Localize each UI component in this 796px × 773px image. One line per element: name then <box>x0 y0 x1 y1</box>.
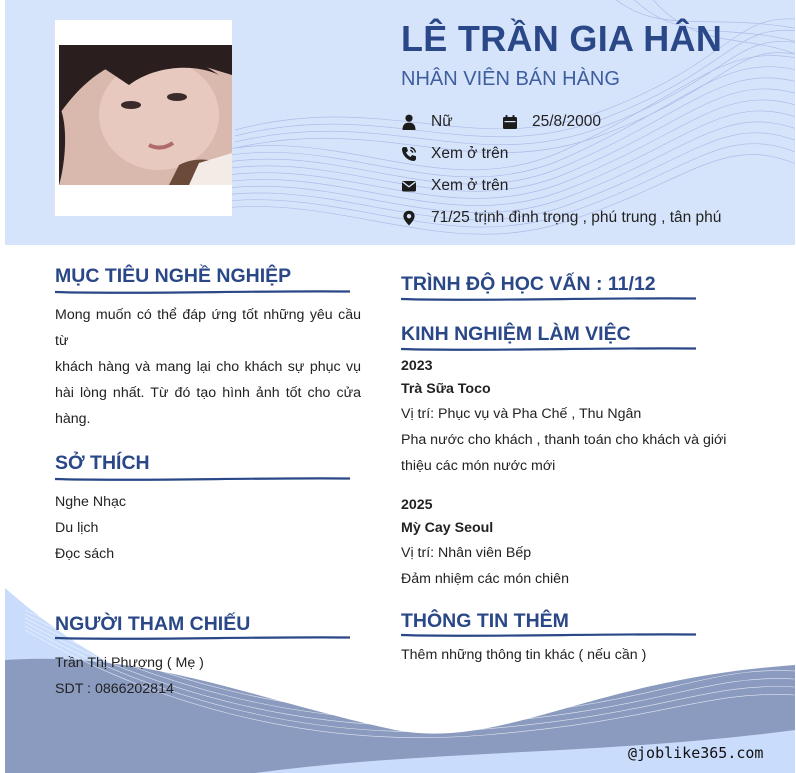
phone-row <box>401 145 508 163</box>
location-pin-icon <box>401 210 417 226</box>
objective-underline <box>55 288 350 296</box>
person-icon <box>401 114 417 130</box>
job-description <box>401 566 569 592</box>
job-position: Vị trí: Nhân viên Bếp <box>401 545 532 561</box>
additional-info-underline <box>401 631 696 639</box>
job-year: 2023 <box>401 358 433 374</box>
job-desc-line: thiệu các món nước mới <box>401 458 556 474</box>
experience-title: KINH NGHIỆM LÀM VIỆC <box>401 323 631 345</box>
gender-value: Nữ <box>431 113 453 130</box>
birthday-value: 25/8/2000 <box>532 113 601 130</box>
objective-title: MỤC TIÊU NGHỀ NGHIỆP <box>55 265 292 287</box>
references-title: NGƯỜI THAM CHIẾU <box>55 613 251 635</box>
objective-line: Mong muốn có thể đáp ứng tốt những yêu cầu từ <box>55 307 361 349</box>
address-row <box>401 209 721 227</box>
gender-row <box>401 113 453 131</box>
phone-icon <box>401 146 417 162</box>
email-row <box>401 177 508 195</box>
job-desc-line: Pha nước cho khách , thanh toán cho khách và giới <box>401 432 727 448</box>
calendar-icon <box>502 114 518 130</box>
watermark: @joblike365.com <box>628 744 764 762</box>
objective-line: khách hàng và mang lại cho khách sự phục vụ <box>55 359 361 375</box>
hobbies-title: SỞ THÍCH <box>55 452 150 474</box>
profile-photo-frame <box>55 20 232 216</box>
education-underline <box>401 295 696 303</box>
email-value: Xem ở trên <box>431 177 509 194</box>
envelope-icon <box>401 178 417 194</box>
job-year: 2025 <box>401 497 433 513</box>
job-title: NHÂN VIÊN BÁN HÀNG <box>401 68 620 90</box>
address-value: 71/25 trịnh đình trọng , phú trung , tân phú <box>431 209 722 226</box>
job-company: Trà Sữa Toco <box>401 381 491 397</box>
hobbies-underline <box>55 475 350 483</box>
education-title: TRÌNH ĐỘ HỌC VẤN : 11/12 <box>401 273 656 295</box>
hobby-item: Nghe Nhạc <box>55 494 126 510</box>
references-underline <box>55 634 350 642</box>
references-list <box>55 650 204 702</box>
candidate-name: LÊ TRẦN GIA HÂN <box>401 18 723 59</box>
birthday-row <box>502 113 601 131</box>
additional-info-title: THÔNG TIN THÊM <box>401 610 569 632</box>
hobby-item: Du lịch <box>55 520 99 536</box>
reference-item: SDT : 0866202814 <box>55 681 174 697</box>
job-desc-line: Đảm nhiệm các món chiên <box>401 571 569 587</box>
additional-info-text: Thêm những thông tin khác ( nếu cần ) <box>401 647 647 663</box>
hobbies-list <box>55 489 126 567</box>
job-company: Mỳ Cay Seoul <box>401 520 494 536</box>
objective-text <box>55 302 361 432</box>
objective-line: hàng. <box>55 411 91 427</box>
experience-underline <box>401 345 696 353</box>
objective-line: hài lòng nhất. Từ đó tạo hình ảnh tốt cho cửa <box>55 385 361 401</box>
profile-photo <box>59 45 232 185</box>
job-description <box>401 427 741 479</box>
phone-value: Xem ở trên <box>431 145 509 162</box>
reference-item: Trần Thị Phượng ( Mẹ ) <box>55 655 204 671</box>
hobby-item: Đọc sách <box>55 546 115 562</box>
job-position: Vị trí: Phục vụ và Pha Chế , Thu Ngân <box>401 406 642 422</box>
